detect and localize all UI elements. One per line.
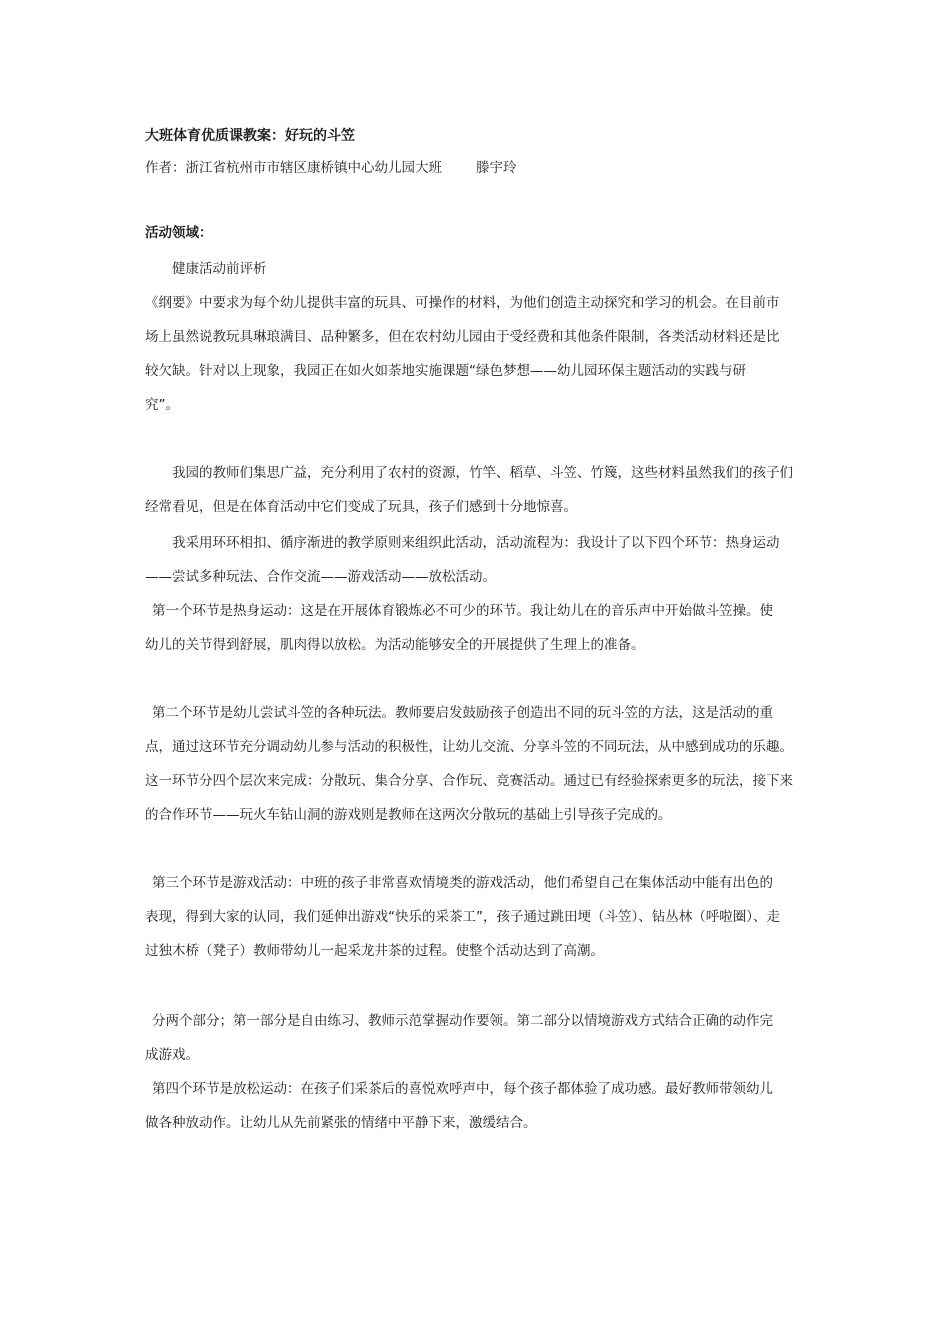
paragraph-line: 《纲要》中要求为每个幼儿提供丰富的玩具、可操作的材料，为他们创造主动探究和学习的机会。在目前市 — [145, 295, 780, 311]
paragraph-line: 这一环节分四个层次来完成：分散玩、集合分享、合作玩、竞赛活动。通过已有经验探索更多的玩法，接下来 — [145, 773, 793, 789]
paragraph-line: 分两个部分；第一部分是自由练习、教师示范掌握动作要领。第二部分以情境游戏方式结合正确的动作完 — [152, 1013, 773, 1029]
paragraph-line: 第三个环节是游戏活动：中班的孩子非常喜欢情境类的游戏活动，他们希望自己在集体活动中能有出色的 — [152, 875, 773, 891]
paragraph-line: 我采用环环相扣、循序渐进的教学原则来组织此活动，活动流程为：我设计了以下四个环节：热身运动 — [172, 535, 780, 551]
paragraph-line: 成游戏。 — [145, 1047, 199, 1063]
paragraph-line: 过独木桥（凳子）教师带幼儿一起采龙井茶的过程。使整个活动达到了高潮。 — [145, 943, 604, 959]
paragraph-line: 第一个环节是热身运动：这是在开展体育锻炼必不可少的环节。我让幼儿在的音乐声中开始做斗笠操。使 — [152, 603, 773, 619]
paragraph-line: ——尝试多种玩法、合作交流——游戏活动——放松活动。 — [145, 569, 496, 585]
author-label: 作者：浙江省杭州市市辖区康桥镇中心幼儿园大班 — [145, 160, 442, 176]
paragraph-line: 健康活动前评析 — [172, 261, 267, 277]
paragraph-line: 究”。 — [145, 397, 179, 413]
paragraph-line: 点，通过这环节充分调动幼儿参与活动的积极性，让幼儿交流、分享斗笠的不同玩法，从中感到成功的乐趣。 — [145, 739, 793, 755]
author-line — [145, 159, 817, 177]
paragraph-line: 第四个环节是放松运动：在孩子们采茶后的喜悦欢呼声中，每个孩子都体验了成功感。最好教师带领幼儿 — [152, 1081, 773, 1097]
paragraph-line: 表现，得到大家的认同，我们延伸出游戏“快乐的采茶工”，孩子通过跳田埂（斗笠）、钻丛林（呼啦圈）、走 — [145, 909, 780, 925]
paragraph-line: 的合作环节——玩火车钻山洞的游戏则是教师在这两次分散玩的基础上引导孩子完成的。 — [145, 807, 672, 823]
paragraph-line: 较欠缺。针对以上现象，我园正在如火如荼地实施课题“绿色梦想——幼儿园环保主题活动的实践与研 — [145, 363, 746, 379]
paragraph-line: 经常看见，但是在体育活动中它们变成了玩具，孩子们感到十分地惊喜。 — [145, 499, 577, 515]
paragraph-line: 幼儿的关节得到舒展，肌肉得以放松。为活动能够安全的开展提供了生理上的准备。 — [145, 637, 645, 653]
paragraph-line: 场上虽然说教玩具琳琅满目、品种繁多，但在农村幼儿园由于受经费和其他条件限制，各类活动材料还是比 — [145, 329, 780, 345]
paragraph-line: 第二个环节是幼儿尝试斗笠的各种玩法。教师要启发鼓励孩子创造出不同的玩斗笠的方法，这是活动的重 — [152, 705, 773, 721]
author-name: 滕宇玲 — [476, 160, 517, 176]
document-title: 大班体育优质课教案：好玩的斗笠 — [145, 128, 355, 144]
paragraph-line: 做各种放动作。让幼儿从先前紧张的情绪中平静下来，激缓结合。 — [145, 1115, 537, 1131]
paragraph-line: 我园的教师们集思广益，充分利用了农村的资源，竹竿、稻草、斗笠、竹篾，这些材料虽然我们的孩子们 — [172, 465, 793, 481]
section-heading: 活动领域： — [145, 225, 213, 241]
